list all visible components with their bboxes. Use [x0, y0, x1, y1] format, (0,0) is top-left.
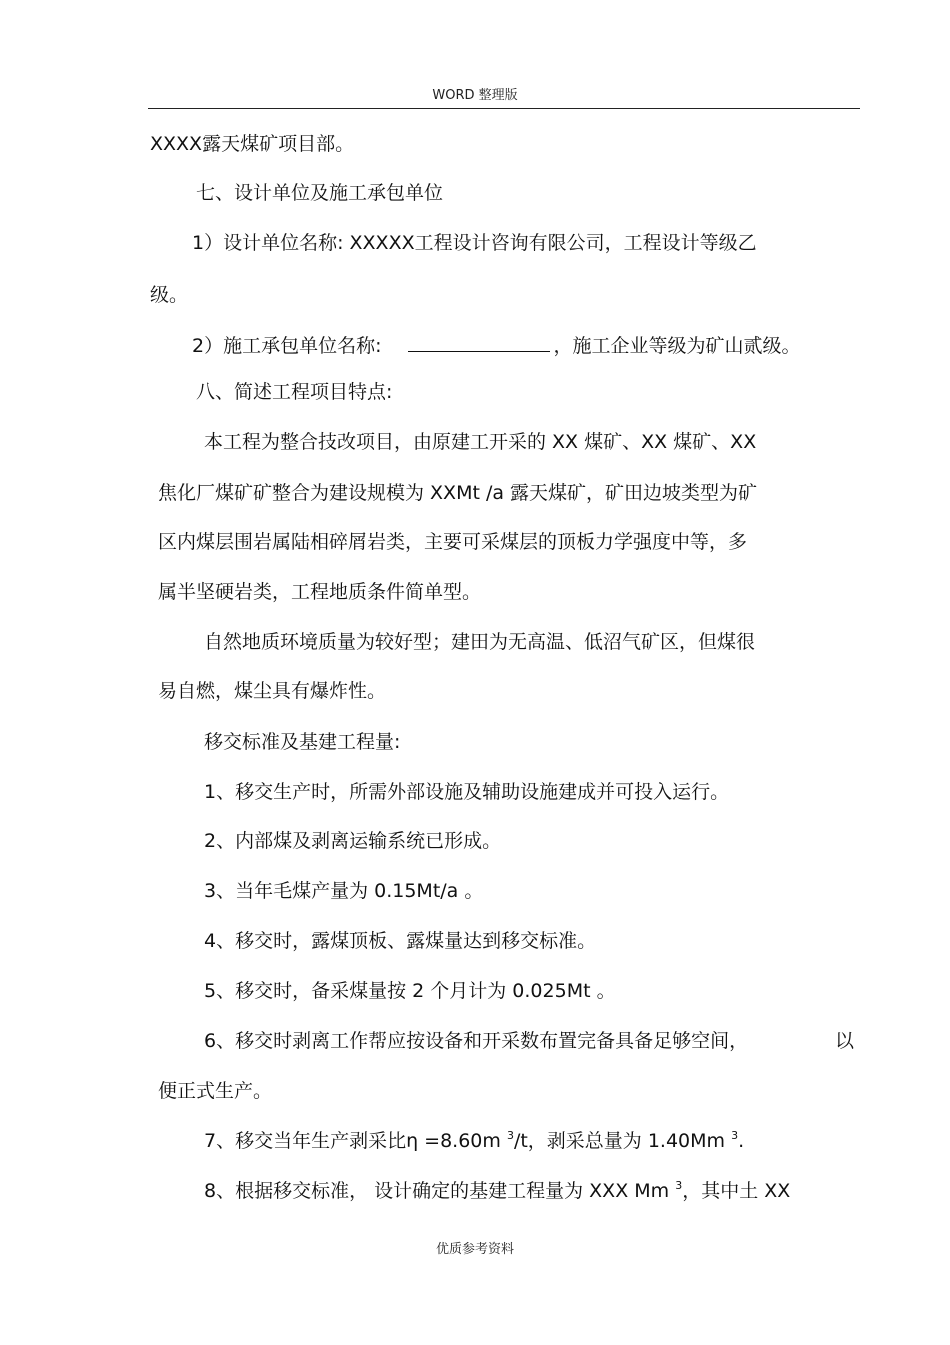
line-text: ，施工企业等级为矿山贰级。 — [553, 335, 801, 357]
superscript: 3 — [675, 1179, 683, 1192]
line-text: ，其中土 XX — [682, 1180, 791, 1202]
superscript: 3 — [506, 1129, 514, 1142]
list-item: 3、当年毛煤产量为 0.15Mt/a 。 — [204, 880, 484, 902]
section-heading: 七、设计单位及施工承包单位 — [196, 182, 444, 204]
line-text: /t，剥采总量为 1.40Mm — [513, 1130, 732, 1152]
line-text: 2）施工承包单位名称: — [192, 335, 382, 357]
body-line — [192, 331, 801, 358]
body-line: 属半坚硬岩类，工程地质条件简单型。 — [158, 581, 482, 603]
body-line: 便正式生产。 — [158, 1080, 273, 1102]
section-heading: 八、简述工程项目特点: — [196, 381, 393, 403]
list-item: 2、内部煤及剥离运输系统已形成。 — [204, 830, 502, 852]
page-header: WORD 整理版 — [432, 88, 518, 103]
list-item — [204, 1179, 790, 1203]
line-text: 6、移交时剥离工作帮应按设备和开采数布置完备具备足够空间， — [204, 1030, 749, 1052]
list-item: 4、移交时，露煤顶板、露煤量达到移交标准。 — [204, 930, 597, 952]
list-item — [204, 1029, 854, 1053]
line-text: . — [738, 1130, 745, 1152]
body-line: 焦化厂煤矿矿整合为建设规模为 XXMt /a 露天煤矿，矿田边坡类型为矿 — [158, 482, 758, 504]
line-text: 7、移交当年生产剥采比η =8.60m — [204, 1130, 507, 1152]
section-heading: 移交标准及基建工程量: — [204, 731, 401, 753]
body-line: 1）设计单位名称: XXXXX工程设计咨询有限公司，工程设计等级乙 — [192, 232, 757, 254]
line-text: 8、根据移交标准， 设计确定的基建工程量为 XXX Mm — [204, 1180, 676, 1202]
page-footer: 优质参考资料 — [435, 1242, 514, 1257]
superscript: 3 — [731, 1129, 739, 1142]
list-item: 5、移交时，备采煤量按 2 个月计为 0.025Mt 。 — [204, 980, 616, 1002]
body-line: 级。 — [150, 284, 189, 306]
line-text: 以 — [834, 1030, 854, 1052]
list-item — [204, 1129, 744, 1153]
list-item: 1、移交生产时，所需外部设施及辅助设施建成并可投入运行。 — [204, 781, 730, 803]
header-rule — [148, 108, 860, 109]
body-line: XXXX露天煤矿项目部。 — [150, 133, 355, 155]
body-line: 易自燃，煤尘具有爆炸性。 — [158, 680, 387, 702]
blank-underline — [408, 331, 550, 352]
body-line: 本工程为整合技改项目，由原建工开采的 XX 煤矿、XX 煤矿、XX — [204, 431, 757, 453]
body-line: 自然地质环境质量为较好型；建田为无高温、低沼气矿区，但煤很 — [204, 631, 756, 653]
body-line: 区内煤层围岩属陆相碎屑岩类，主要可采煤层的顶板力学强度中等，多 — [158, 531, 748, 553]
